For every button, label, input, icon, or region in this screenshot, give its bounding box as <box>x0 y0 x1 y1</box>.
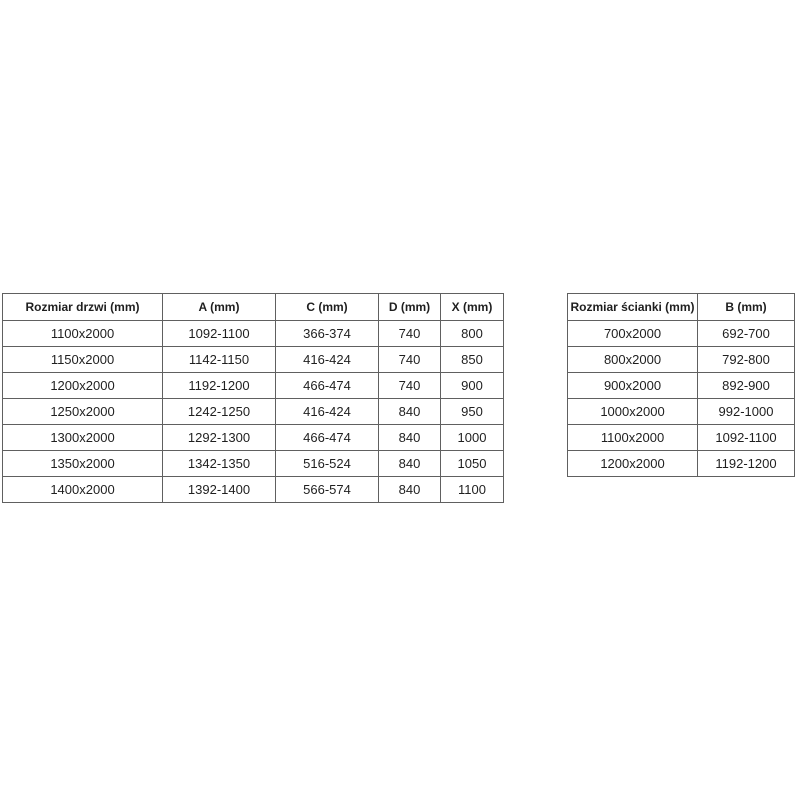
table-row <box>3 347 504 373</box>
table-cell: 1150x2000 <box>3 347 163 373</box>
table-cell: 692-700 <box>698 321 795 347</box>
table-cell: 1392-1400 <box>163 477 276 503</box>
table-cell: 1250x2000 <box>3 399 163 425</box>
table-cell: 740 <box>379 373 441 399</box>
column-header: C (mm) <box>276 294 379 321</box>
table-cell: 740 <box>379 347 441 373</box>
table-row <box>3 451 504 477</box>
table-cell: 466-474 <box>276 425 379 451</box>
table-cell: 1000 <box>441 425 504 451</box>
table-cell: 1000x2000 <box>568 399 698 425</box>
table-row <box>3 425 504 451</box>
table-cell: 1192-1200 <box>698 451 795 477</box>
table-cell: 366-374 <box>276 321 379 347</box>
table-cell: 1050 <box>441 451 504 477</box>
column-header: X (mm) <box>441 294 504 321</box>
table-cell: 566-574 <box>276 477 379 503</box>
table-row <box>568 399 795 425</box>
table-cell: 1100x2000 <box>3 321 163 347</box>
table-row <box>568 321 795 347</box>
wall-size-table <box>567 293 795 477</box>
table-cell: 1350x2000 <box>3 451 163 477</box>
table-row <box>568 425 795 451</box>
table-cell: 1292-1300 <box>163 425 276 451</box>
table-cell: 700x2000 <box>568 321 698 347</box>
wall-size-table-body <box>568 321 795 477</box>
wall-size-table-header <box>568 294 795 321</box>
table-cell: 992-1000 <box>698 399 795 425</box>
table-cell: 840 <box>379 451 441 477</box>
table-row <box>3 373 504 399</box>
table-cell: 840 <box>379 425 441 451</box>
table-cell: 1192-1200 <box>163 373 276 399</box>
table-row <box>568 373 795 399</box>
table-cell: 900 <box>441 373 504 399</box>
table-cell: 850 <box>441 347 504 373</box>
table-cell: 1142-1150 <box>163 347 276 373</box>
table-cell: 1100x2000 <box>568 425 698 451</box>
table-cell: 466-474 <box>276 373 379 399</box>
table-cell: 900x2000 <box>568 373 698 399</box>
table-row <box>568 451 795 477</box>
column-header: A (mm) <box>163 294 276 321</box>
table-cell: 1100 <box>441 477 504 503</box>
table-cell: 740 <box>379 321 441 347</box>
table-cell: 840 <box>379 399 441 425</box>
header-row <box>3 294 504 321</box>
table-cell: 1200x2000 <box>568 451 698 477</box>
table-cell: 1342-1350 <box>163 451 276 477</box>
table-cell: 1200x2000 <box>3 373 163 399</box>
column-header: Rozmiar drzwi (mm) <box>3 294 163 321</box>
door-size-table-body <box>3 321 504 503</box>
table-cell: 792-800 <box>698 347 795 373</box>
header-row <box>568 294 795 321</box>
table-cell: 1092-1100 <box>698 425 795 451</box>
table-row <box>3 321 504 347</box>
table-cell: 416-424 <box>276 347 379 373</box>
table-cell: 1242-1250 <box>163 399 276 425</box>
table-row <box>3 477 504 503</box>
table-cell: 892-900 <box>698 373 795 399</box>
door-size-table <box>2 293 504 503</box>
door-size-table-header <box>3 294 504 321</box>
column-header: Rozmiar ścianki (mm) <box>568 294 698 321</box>
column-header: B (mm) <box>698 294 795 321</box>
table-cell: 800x2000 <box>568 347 698 373</box>
table-cell: 516-524 <box>276 451 379 477</box>
table-cell: 800 <box>441 321 504 347</box>
table-cell: 1092-1100 <box>163 321 276 347</box>
table-cell: 416-424 <box>276 399 379 425</box>
table-row <box>3 399 504 425</box>
table-cell: 1400x2000 <box>3 477 163 503</box>
table-cell: 1300x2000 <box>3 425 163 451</box>
table-row <box>568 347 795 373</box>
column-header: D (mm) <box>379 294 441 321</box>
table-cell: 950 <box>441 399 504 425</box>
table-cell: 840 <box>379 477 441 503</box>
